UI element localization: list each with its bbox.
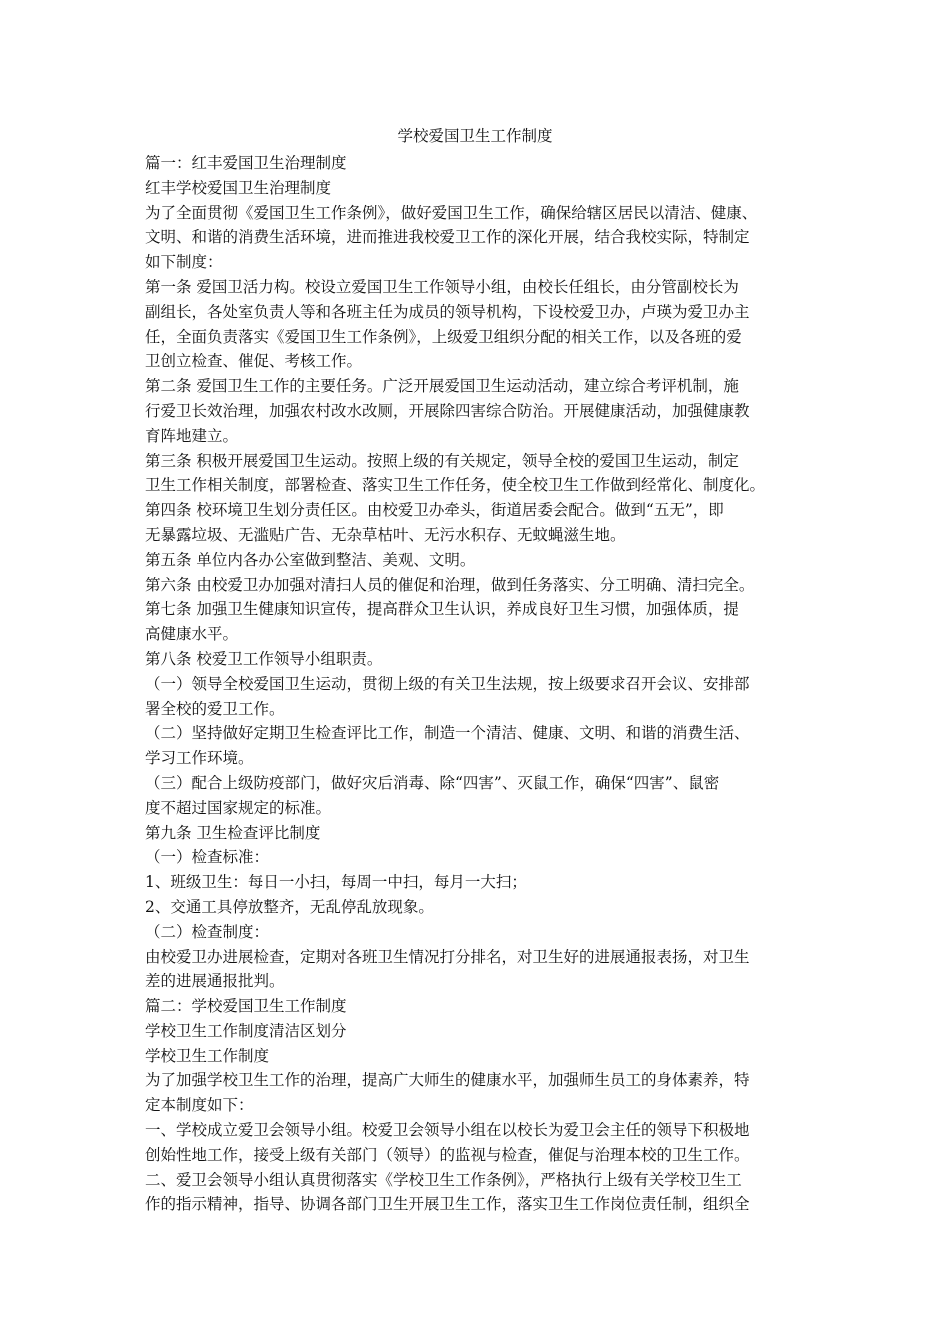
text-line: 第一条 爱国卫活力构。校设立爱国卫生工作领导小组，由校长任组长，由分管副校长为 — [145, 277, 739, 296]
text-line: 第二条 爱国卫生工作的主要任务。广泛开展爱国卫生运动活动，建立综合考评机制，施 — [145, 377, 739, 396]
text-line: 度不超过国家规定的标准。 — [145, 798, 332, 817]
text-line: 定本制度如下： — [145, 1096, 254, 1115]
text-line: （一）检查标准： — [145, 848, 270, 867]
text-line: （一）领导全校爱国卫生运动，贯彻上级的有关卫生法规，按上级要求召开会议、安排部 — [145, 674, 750, 693]
text-line: 作的指示精神，指导、协调各部门卫生开展卫生工作，落实卫生工作岗位责任制，组织全 — [145, 1195, 750, 1214]
text-line: 第五条 单位内各办公室做到整洁、美观、文明。 — [145, 550, 476, 569]
text-line: 学习工作环境。 — [145, 749, 254, 768]
text-line: 卫生工作相关制度，部署检查、落实卫生工作任务，使全校卫生工作做到经常化、制度化。 — [145, 476, 766, 495]
text-line: 一、学校成立爱卫会领导小组。校爱卫会领导小组在以校长为爱卫会主任的领导下积极地 — [145, 1121, 750, 1140]
text-line: 红丰学校爱国卫生治理制度 — [145, 178, 332, 197]
text-line: 第六条 由校爱卫办加强对清扫人员的催促和治理，做到任务落实、分工明确、清扫完全。 — [145, 575, 755, 594]
text-line: 差的进展通报批判。 — [145, 972, 285, 991]
text-line: 学校卫生工作制度清洁区划分 — [145, 1021, 347, 1040]
text-line: 文明、和谐的消费生活环境，进而推进我校爱卫工作的深化开展，结合我校实际，特制定 — [145, 228, 750, 247]
document-title: 学校爱国卫生工作制度 — [397, 127, 553, 145]
text-line: 如下制度： — [145, 253, 223, 272]
text-line: 第七条 加强卫生健康知识宣传，提高群众卫生认识，养成良好卫生习惯，加强体质，提 — [145, 600, 739, 619]
text-line: 副组长，各处室负责人等和各班主任为成员的领导机构，下设校爱卫办，卢瑛为爱卫办主 — [145, 302, 750, 321]
text-line: 由校爱卫办进展检查，定期对各班卫生情况打分排名，对卫生好的进展通报表扬，对卫生 — [145, 947, 750, 966]
text-line: （三）配合上级防疫部门，做好灾后消毒、除“四害”、灭鼠工作，确保“四害”、鼠密 — [145, 773, 720, 792]
text-line: 第四条 校环境卫生划分责任区。由校爱卫办牵头，街道居委会配合。做到“五无”，即 — [145, 501, 724, 520]
text-line: （二）坚持做好定期卫生检查评比工作，制造一个清洁、健康、文明、和谐的消费生活、 — [145, 724, 750, 743]
text-line: 第九条 卫生检查评比制度 — [145, 823, 321, 842]
text-line: 为了加强学校卫生工作的治理，提高广大师生的健康水平，加强师生员工的身体素养，特 — [145, 1071, 750, 1090]
text-line: （二）检查制度： — [145, 922, 270, 941]
text-line: 行爱卫长效治理，加强农村改水改厕，开展除四害综合防治。开展健康活动，加强健康教 — [145, 401, 750, 420]
text-line: 任，全面负责落实《爱国卫生工作条例》，上级爱卫组织分配的相关工作，以及各班的爱 — [145, 327, 742, 346]
text-line: 篇二：学校爱国卫生工作制度 — [145, 997, 347, 1016]
text-line: 署全校的爱卫工作。 — [145, 699, 285, 718]
text-line: 卫创立检查、催促、考核工作。 — [145, 352, 363, 371]
text-line: 第八条 校爱卫工作领导小组职责。 — [145, 649, 383, 668]
text-line: 创始性地工作，接受上级有关部门（领导）的监视与检查，催促与治理本校的卫生工作。 — [145, 1145, 750, 1164]
text-line: 1、班级卫生：每日一小扫，每周一中扫，每月一大扫； — [145, 873, 527, 892]
text-line: 无暴露垃圾、无滥贴广告、无杂草枯叶、无污水积存、无蚊蝇滋生地。 — [145, 525, 626, 544]
text-line: 学校卫生工作制度 — [145, 1046, 270, 1065]
text-line: 二、爱卫会领导小组认真贯彻落实《学校卫生工作条例》，严格执行上级有关学校卫生工 — [145, 1170, 742, 1189]
text-line: 2、交通工具停放整齐，无乱停乱放现象。 — [145, 897, 434, 916]
text-line: 育阵地建立。 — [145, 426, 239, 445]
document-body — [145, 151, 817, 1217]
text-line: 篇一：红丰爱国卫生治理制度 — [145, 154, 347, 172]
text-line: 高健康水平。 — [145, 625, 239, 644]
text-line: 第三条 积极开展爱国卫生运动。按照上级的有关规定，领导全校的爱国卫生运动，制定 — [145, 451, 739, 470]
text-line: 为了全面贯彻《爱国卫生工作条例》，做好爱国卫生工作，确保给辖区居民以清洁、健康、 — [145, 203, 758, 222]
